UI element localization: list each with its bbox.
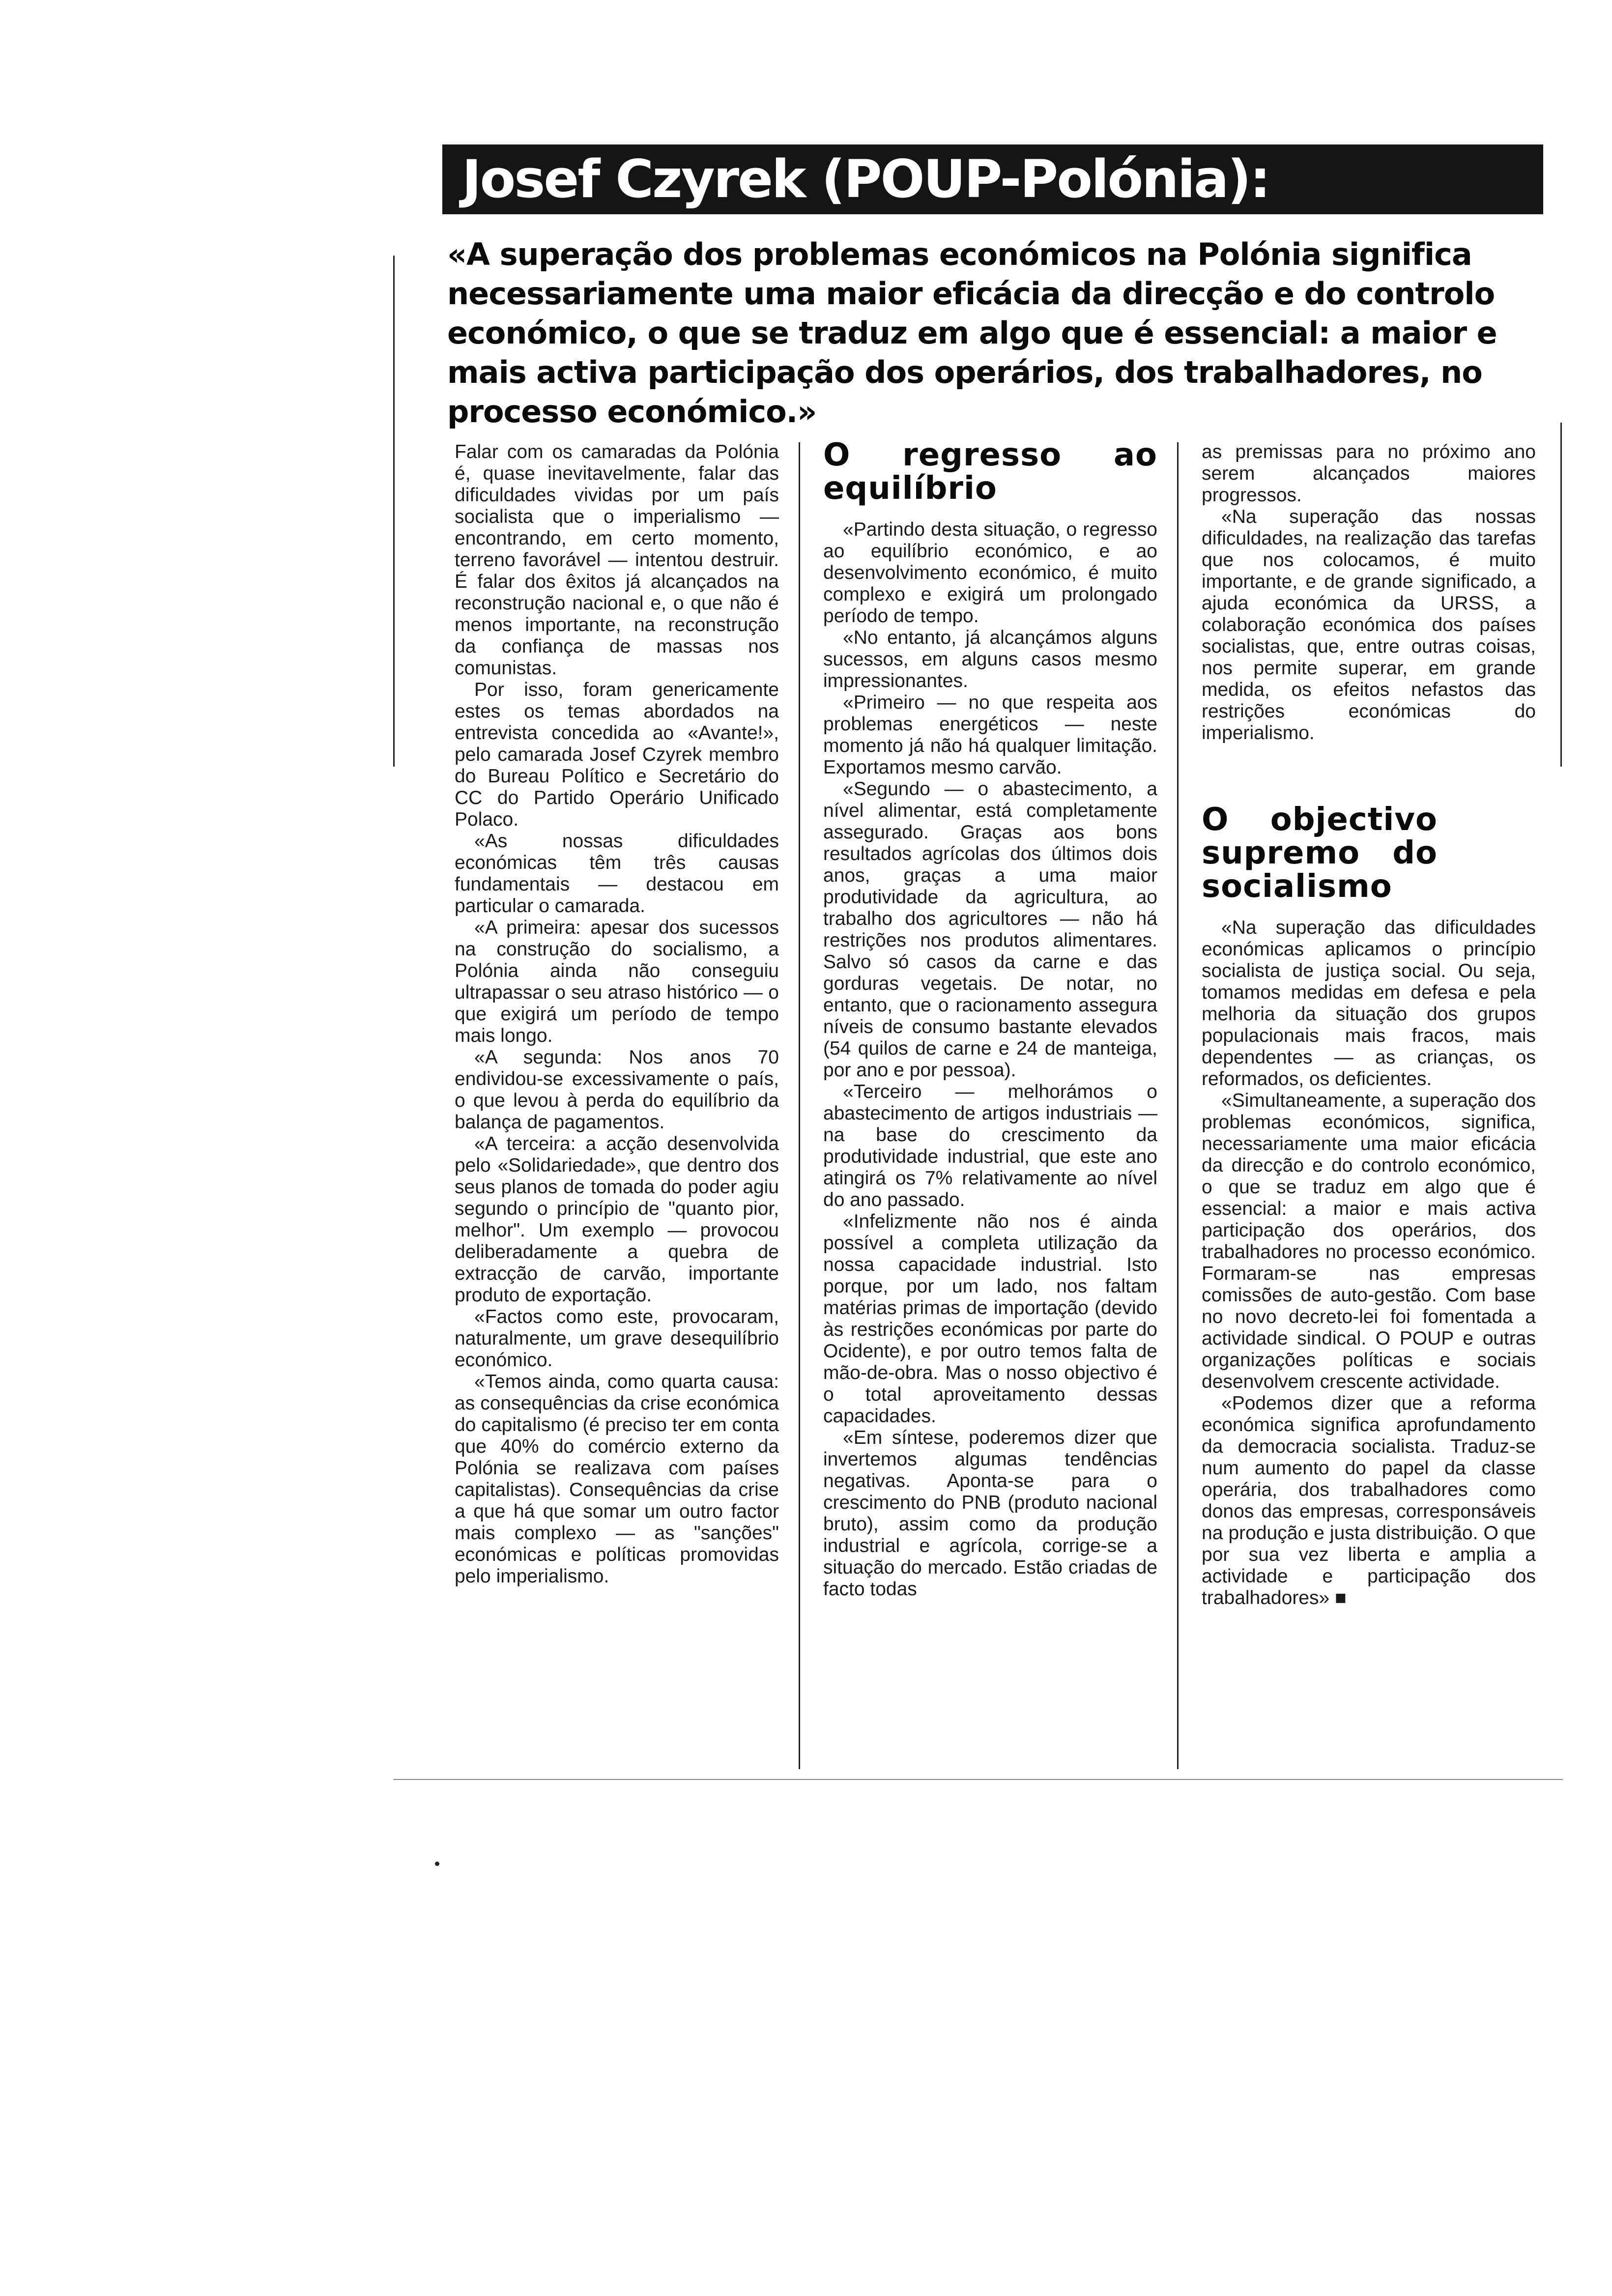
col1-paragraph: «A segunda: Nos anos 70 endividou-se excessivamente o país, o que levou à perda do equilíbrio da balança de pagamentos. [455, 1047, 779, 1133]
column-rule-1 [799, 442, 800, 1769]
column-2 [823, 438, 1157, 1600]
col2-paragraph: «No entanto, já alcançámos alguns sucessos, em alguns casos mesmo impressionantes. [823, 627, 1157, 691]
column-1 [455, 441, 779, 1587]
col1-paragraph: «A primeira: apesar dos sucessos na construção do socialismo, a Polónia ainda não conseguiu ultrapassar o seu atraso histórico — o que exigirá um período de tempo mais longo. [455, 917, 779, 1046]
headline-banner [442, 144, 1543, 214]
right-vertical-rule [1560, 423, 1562, 767]
col2-paragraph: «Terceiro — melhorámos o abastecimento de artigos industriais — na base do crescimento da produtividade industrial, que este ano atingirá os 7% relativamente ao nível do ano passado. [823, 1081, 1157, 1210]
col3-paragraph: «Na superação das nossas dificuldades, na realização das tarefas que nos colocamos, é muito importante, e de grande significado, a ajuda económica da URSS, a colaboração económica dos países socialistas, que, entre outras coisas, nos permite superar, em grande medida, os efeitos nefastos das restrições económicas do imperialismo. [1202, 506, 1536, 744]
col2-paragraph: «Infelizmente não nos é ainda possível a completa utilização da nossa capacidade industrial. Isto porque, por um lado, nos faltam matérias primas de importação (devido às restrições económicas por parte do Ocidente), e por outro temos falta de mão-de-obra. Mas o nosso objectivo é o total aproveitamento dessas capacidades. [823, 1211, 1157, 1427]
col3-paragraph: as premissas para no próximo ano serem alcançados maiores progressos. [1202, 441, 1536, 506]
lead-quote: «A superação dos problemas económicos na Polónia significa necessariamente uma maior eficácia da direcção e do controlo económico, o que se traduz em algo que é essencial: a maior e mais activa participação dos operários, dos trabalhadores, no processo económico.» [447, 236, 1497, 430]
col3-paragraph: «Simultaneamente, a superação dos problemas económicos, significa, necessariamente uma maior eficácia da direcção e do controlo económico, o que se traduz em algo que é essencial: a maior e mais activa participação dos operários, dos trabalhadores no processo económico. Formaram-se nas empresas comissões de auto-gestão. Com base no novo decreto-lei foi fomentada a actividade sindical. O POUP e outras organizações políticas e sociais desenvolvem crescente actividade. [1202, 1090, 1536, 1392]
col3-paragraph: «Podemos dizer que a reforma económica significa aprofundamento da democracia socialista. Traduz-se num aumento do papel da classe operária, dos trabalhadores como donos das empresas, corresponsáveis na produção e justa distribuição. O que por sua vez liberta e amplia a actividade e participação dos trabalhadores» ■ [1202, 1393, 1536, 1608]
column-rule-2 [1177, 442, 1179, 1769]
column-3 [1202, 441, 1536, 1609]
col1-paragraph: «As nossas dificuldades económicas têm três causas fundamentais — destacou em particular o camarada. [455, 831, 779, 917]
col1-paragraph: «A terceira: a acção desenvolvida pelo «Solidariedade», que dentro dos seus planos de tomada do poder agiu segundo o princípio de "quanto pior, melhor". Um exemplo — provocou deliberadamente a quebra de extracção de carvão, importante produto de exportação. [455, 1133, 779, 1306]
col2-paragraph: «Partindo desta situação, o regresso ao equilíbrio económico, e ao desenvolvimento económico, é muito complexo e exigirá um prolongado período de tempo. [823, 519, 1157, 627]
col1-paragraph: «Temos ainda, como quarta causa: as consequências da crise económica do capitalismo (é preciso ter em conta que 40% do comércio externo da Polónia se realizava com países capitalistas). Consequências da crise a que há que somar um outro factor mais complexo — as "sanções" económicas e políticas promovidas pelo imperialismo. [455, 1371, 779, 1587]
headline: Josef Czyrek (POUP-Polónia): [462, 149, 1269, 209]
col3-paragraph: «Na superação das dificuldades económicas aplicamos o princípio socialista de justiça social. Ou seja, tomamos medidas em defesa e pela melhoria da situação dos grupos populacionais mais fracos, mais dependentes — as crianças, os reformados, os deficientes. [1202, 917, 1536, 1090]
col1-paragraph: Por isso, foram genericamente estes os temas abordados na entrevista concedida ao «Avante!», pelo camarada Josef Czyrek membro do Bureau Político e Secretário do CC do Partido Operário Unificado Polaco. [455, 679, 779, 830]
bottom-rule [393, 1779, 1563, 1780]
col2-paragraph: «Primeiro — no que respeita aos problemas energéticos — neste momento já não há qualquer limitação. Exportamos mesmo carvão. [823, 692, 1157, 778]
col1-paragraph: «Factos como este, provocaram, naturalmente, um grave desequilíbrio económico. [455, 1306, 779, 1371]
subhead-regresso: O regresso ao equilíbrio [823, 437, 1157, 507]
stray-mark [435, 1862, 439, 1866]
subhead-objectivo: O objectivo supremo do socialismo [1202, 802, 1438, 905]
col1-paragraph: Falar com os camaradas da Polónia é, quase inevitavelmente, falar das dificuldades vividas por um país socialista que o imperialismo — encontrando, em certo momento, terreno favorável — intentou destruir. É falar dos êxitos já alcançados na reconstrução nacional e, o que não é menos importante, na reconstrução da confiança de massas nos comunistas. [455, 441, 779, 679]
col2-paragraph: «Segundo — o abastecimento, a nível alimentar, está completamente assegurado. Graças aos bons resultados agrícolas dos últimos dois anos, graças a uma maior produtividade da agricultura, ao trabalho dos agricultores — não há restrições nos produtos alimentares. Salvo só casos da carne e das gorduras vegetais. De notar, no entanto, que o racionamento assegura níveis de consumo bastante elevados (54 quilos de carne e 24 de manteiga, por ano e por pessoa). [823, 778, 1157, 1081]
left-margin-rule [393, 256, 395, 767]
col2-paragraph: «Em síntese, poderemos dizer que invertemos algumas tendências negativas. Aponta-se para o crescimento do PNB (produto nacional bruto), assim como da produção industrial e agrícola, corrige-se a situação do mercado. Estão criadas de facto todas [823, 1427, 1157, 1600]
